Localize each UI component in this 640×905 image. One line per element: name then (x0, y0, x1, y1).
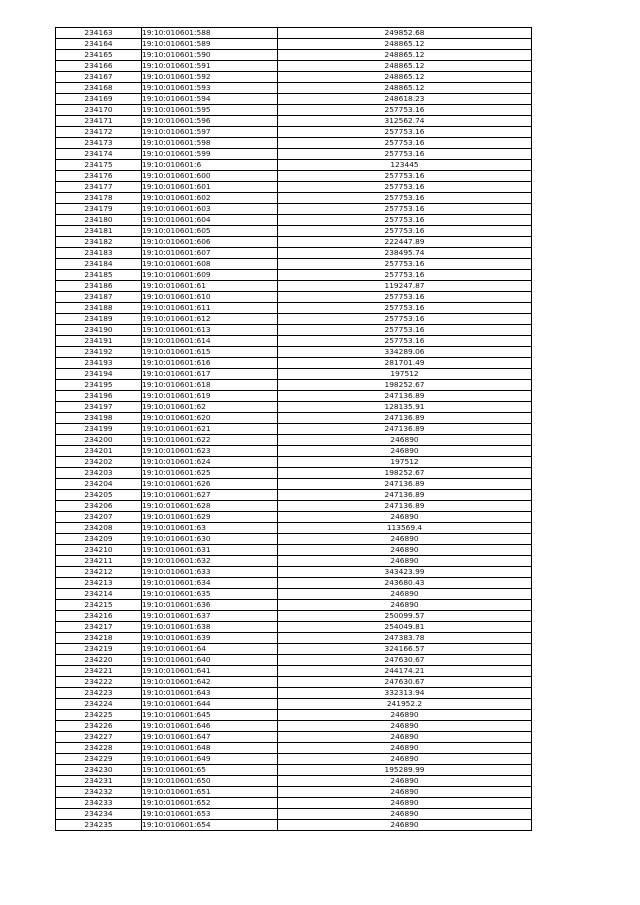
value-cell: 254049.81 (278, 622, 532, 633)
cadastral-number-cell: 19:10:010601:604 (142, 215, 278, 226)
cadastral-number-cell: 19:10:010601:632 (142, 556, 278, 567)
row-number-cell: 234221 (56, 666, 142, 677)
value-cell: 246890 (278, 732, 532, 743)
value-cell: 198252.67 (278, 380, 532, 391)
row-number-cell: 234235 (56, 820, 142, 831)
row-number-cell: 234234 (56, 809, 142, 820)
table-row (56, 325, 532, 336)
cadastral-number-cell: 19:10:010601:627 (142, 490, 278, 501)
value-cell: 241952.2 (278, 699, 532, 710)
row-number-cell: 234208 (56, 523, 142, 534)
value-cell: 246890 (278, 534, 532, 545)
value-cell: 257753.16 (278, 171, 532, 182)
table-row (56, 776, 532, 787)
cadastral-number-cell: 19:10:010601:648 (142, 743, 278, 754)
cadastral-value-table (55, 27, 532, 831)
table-row (56, 534, 532, 545)
cadastral-number-cell: 19:10:010601:636 (142, 600, 278, 611)
cadastral-number-cell: 19:10:010601:64 (142, 644, 278, 655)
value-cell: 247630.67 (278, 655, 532, 666)
table-row (56, 248, 532, 259)
value-cell: 247136.89 (278, 479, 532, 490)
cadastral-number-cell: 19:10:010601:622 (142, 435, 278, 446)
cadastral-number-cell: 19:10:010601:615 (142, 347, 278, 358)
cadastral-number-cell: 19:10:010601:596 (142, 116, 278, 127)
cadastral-number-cell: 19:10:010601:608 (142, 259, 278, 270)
row-number-cell: 234226 (56, 721, 142, 732)
table-row (56, 732, 532, 743)
value-cell: 343423.99 (278, 567, 532, 578)
value-cell: 334289.06 (278, 347, 532, 358)
value-cell: 248865.12 (278, 83, 532, 94)
table-row (56, 633, 532, 644)
table-row (56, 721, 532, 732)
table-row (56, 666, 532, 677)
row-number-cell: 234215 (56, 600, 142, 611)
table-row (56, 578, 532, 589)
row-number-cell: 234216 (56, 611, 142, 622)
value-cell: 257753.16 (278, 215, 532, 226)
row-number-cell: 234222 (56, 677, 142, 688)
row-number-cell: 234169 (56, 94, 142, 105)
cadastral-number-cell: 19:10:010601:620 (142, 413, 278, 424)
row-number-cell: 234217 (56, 622, 142, 633)
value-cell: 123445 (278, 160, 532, 171)
cadastral-number-cell: 19:10:010601:618 (142, 380, 278, 391)
cadastral-number-cell: 19:10:010601:638 (142, 622, 278, 633)
cadastral-number-cell: 19:10:010601:643 (142, 688, 278, 699)
cadastral-number-cell: 19:10:010601:641 (142, 666, 278, 677)
row-number-cell: 234213 (56, 578, 142, 589)
table-row (56, 556, 532, 567)
value-cell: 257753.16 (278, 182, 532, 193)
table-row (56, 105, 532, 116)
cadastral-number-cell: 19:10:010601:633 (142, 567, 278, 578)
cadastral-number-cell: 19:10:010601:628 (142, 501, 278, 512)
table-row (56, 281, 532, 292)
cadastral-number-cell: 19:10:010601:616 (142, 358, 278, 369)
table-row (56, 479, 532, 490)
cadastral-number-cell: 19:10:010601:592 (142, 72, 278, 83)
cadastral-number-cell: 19:10:010601:602 (142, 193, 278, 204)
value-cell: 246890 (278, 710, 532, 721)
table-row (56, 787, 532, 798)
row-number-cell: 234207 (56, 512, 142, 523)
cadastral-number-cell: 19:10:010601:591 (142, 61, 278, 72)
row-number-cell: 234209 (56, 534, 142, 545)
value-cell: 257753.16 (278, 292, 532, 303)
cadastral-number-cell: 19:10:010601:623 (142, 446, 278, 457)
table-row (56, 677, 532, 688)
row-number-cell: 234201 (56, 446, 142, 457)
table-row (56, 688, 532, 699)
row-number-cell: 234172 (56, 127, 142, 138)
value-cell: 248865.12 (278, 61, 532, 72)
row-number-cell: 234175 (56, 160, 142, 171)
cadastral-number-cell: 19:10:010601:597 (142, 127, 278, 138)
table-row (56, 391, 532, 402)
cadastral-number-cell: 19:10:010601:614 (142, 336, 278, 347)
cadastral-number-cell: 19:10:010601:605 (142, 226, 278, 237)
row-number-cell: 234191 (56, 336, 142, 347)
value-cell: 257753.16 (278, 204, 532, 215)
row-number-cell: 234203 (56, 468, 142, 479)
table-row (56, 644, 532, 655)
table-row (56, 226, 532, 237)
cadastral-number-cell: 19:10:010601:594 (142, 94, 278, 105)
table-row (56, 699, 532, 710)
row-number-cell: 234198 (56, 413, 142, 424)
row-number-cell: 234233 (56, 798, 142, 809)
table-row (56, 292, 532, 303)
cadastral-number-cell: 19:10:010601:610 (142, 292, 278, 303)
cadastral-number-cell: 19:10:010601:631 (142, 545, 278, 556)
table-row (56, 754, 532, 765)
row-number-cell: 234181 (56, 226, 142, 237)
row-number-cell: 234197 (56, 402, 142, 413)
row-number-cell: 234204 (56, 479, 142, 490)
cadastral-number-cell: 19:10:010601:598 (142, 138, 278, 149)
row-number-cell: 234196 (56, 391, 142, 402)
value-cell: 332313.94 (278, 688, 532, 699)
table-body (56, 28, 532, 831)
row-number-cell: 234230 (56, 765, 142, 776)
table-row (56, 50, 532, 61)
table-row (56, 72, 532, 83)
table-row (56, 655, 532, 666)
cadastral-number-cell: 19:10:010601:645 (142, 710, 278, 721)
value-cell: 246890 (278, 589, 532, 600)
row-number-cell: 234189 (56, 314, 142, 325)
table-row (56, 589, 532, 600)
table-row (56, 490, 532, 501)
row-number-cell: 234184 (56, 259, 142, 270)
table-row (56, 457, 532, 468)
cadastral-number-cell: 19:10:010601:595 (142, 105, 278, 116)
table-row (56, 545, 532, 556)
table-row (56, 303, 532, 314)
row-number-cell: 234173 (56, 138, 142, 149)
value-cell: 257753.16 (278, 149, 532, 160)
value-cell: 246890 (278, 446, 532, 457)
value-cell: 257753.16 (278, 193, 532, 204)
value-cell: 248865.12 (278, 39, 532, 50)
table-row (56, 468, 532, 479)
value-cell: 238495.74 (278, 248, 532, 259)
row-number-cell: 234168 (56, 83, 142, 94)
row-number-cell: 234167 (56, 72, 142, 83)
row-number-cell: 234176 (56, 171, 142, 182)
cadastral-number-cell: 19:10:010601:621 (142, 424, 278, 435)
table-row (56, 336, 532, 347)
cadastral-number-cell: 19:10:010601:613 (142, 325, 278, 336)
cadastral-number-cell: 19:10:010601:61 (142, 281, 278, 292)
cadastral-number-cell: 19:10:010601:589 (142, 39, 278, 50)
table-row (56, 369, 532, 380)
table-row (56, 39, 532, 50)
row-number-cell: 234199 (56, 424, 142, 435)
value-cell: 246890 (278, 743, 532, 754)
cadastral-number-cell: 19:10:010601:6 (142, 160, 278, 171)
row-number-cell: 234190 (56, 325, 142, 336)
table-row (56, 127, 532, 138)
cadastral-number-cell: 19:10:010601:63 (142, 523, 278, 534)
cadastral-number-cell: 19:10:010601:653 (142, 809, 278, 820)
value-cell: 246890 (278, 721, 532, 732)
row-number-cell: 234163 (56, 28, 142, 39)
value-cell: 281701.49 (278, 358, 532, 369)
row-number-cell: 234183 (56, 248, 142, 259)
row-number-cell: 234164 (56, 39, 142, 50)
table-row (56, 567, 532, 578)
cadastral-number-cell: 19:10:010601:593 (142, 83, 278, 94)
cadastral-number-cell: 19:10:010601:646 (142, 721, 278, 732)
row-number-cell: 234211 (56, 556, 142, 567)
cadastral-number-cell: 19:10:010601:630 (142, 534, 278, 545)
row-number-cell: 234192 (56, 347, 142, 358)
table-row (56, 193, 532, 204)
cadastral-number-cell: 19:10:010601:600 (142, 171, 278, 182)
table-row (56, 424, 532, 435)
row-number-cell: 234166 (56, 61, 142, 72)
cadastral-number-cell: 19:10:010601:634 (142, 578, 278, 589)
value-cell: 247136.89 (278, 501, 532, 512)
value-cell: 246890 (278, 809, 532, 820)
value-cell: 257753.16 (278, 259, 532, 270)
row-number-cell: 234187 (56, 292, 142, 303)
row-number-cell: 234165 (56, 50, 142, 61)
value-cell: 249852.68 (278, 28, 532, 39)
table-row (56, 138, 532, 149)
table-row (56, 171, 532, 182)
value-cell: 247136.89 (278, 490, 532, 501)
value-cell: 257753.16 (278, 105, 532, 116)
value-cell: 247630.67 (278, 677, 532, 688)
cadastral-number-cell: 19:10:010601:609 (142, 270, 278, 281)
table-row (56, 215, 532, 226)
value-cell: 195289.99 (278, 765, 532, 776)
cadastral-number-cell: 19:10:010601:625 (142, 468, 278, 479)
table-row (56, 710, 532, 721)
cadastral-number-cell: 19:10:010601:611 (142, 303, 278, 314)
table-row (56, 237, 532, 248)
value-cell: 247136.89 (278, 413, 532, 424)
table-row (56, 358, 532, 369)
value-cell: 257753.16 (278, 138, 532, 149)
value-cell: 246890 (278, 798, 532, 809)
row-number-cell: 234224 (56, 699, 142, 710)
value-cell: 119247.87 (278, 281, 532, 292)
value-cell: 248865.12 (278, 50, 532, 61)
row-number-cell: 234218 (56, 633, 142, 644)
cadastral-number-cell: 19:10:010601:651 (142, 787, 278, 798)
value-cell: 247136.89 (278, 391, 532, 402)
table-row (56, 94, 532, 105)
table-row (56, 611, 532, 622)
value-cell: 248865.12 (278, 72, 532, 83)
table-row (56, 413, 532, 424)
value-cell: 257753.16 (278, 314, 532, 325)
row-number-cell: 234185 (56, 270, 142, 281)
table-row (56, 501, 532, 512)
cadastral-number-cell: 19:10:010601:606 (142, 237, 278, 248)
value-cell: 246890 (278, 545, 532, 556)
table-row (56, 149, 532, 160)
cadastral-number-cell: 19:10:010601:617 (142, 369, 278, 380)
value-cell: 312562.74 (278, 116, 532, 127)
value-cell: 257753.16 (278, 127, 532, 138)
row-number-cell: 234223 (56, 688, 142, 699)
row-number-cell: 234177 (56, 182, 142, 193)
cadastral-number-cell: 19:10:010601:647 (142, 732, 278, 743)
row-number-cell: 234195 (56, 380, 142, 391)
value-cell: 248618.23 (278, 94, 532, 105)
row-number-cell: 234178 (56, 193, 142, 204)
row-number-cell: 234174 (56, 149, 142, 160)
cadastral-number-cell: 19:10:010601:601 (142, 182, 278, 193)
cadastral-number-cell: 19:10:010601:644 (142, 699, 278, 710)
value-cell: 257753.16 (278, 325, 532, 336)
value-cell: 246890 (278, 435, 532, 446)
cadastral-number-cell: 19:10:010601:640 (142, 655, 278, 666)
table-row (56, 743, 532, 754)
row-number-cell: 234186 (56, 281, 142, 292)
row-number-cell: 234193 (56, 358, 142, 369)
cadastral-number-cell: 19:10:010601:626 (142, 479, 278, 490)
table-row (56, 402, 532, 413)
cadastral-number-cell: 19:10:010601:650 (142, 776, 278, 787)
table-row (56, 182, 532, 193)
value-cell: 246890 (278, 787, 532, 798)
row-number-cell: 234210 (56, 545, 142, 556)
table-row (56, 809, 532, 820)
value-cell: 257753.16 (278, 226, 532, 237)
table-row (56, 523, 532, 534)
value-cell: 246890 (278, 556, 532, 567)
value-cell: 197512 (278, 369, 532, 380)
row-number-cell: 234227 (56, 732, 142, 743)
row-number-cell: 234194 (56, 369, 142, 380)
value-cell: 113569.4 (278, 523, 532, 534)
row-number-cell: 234219 (56, 644, 142, 655)
cadastral-number-cell: 19:10:010601:588 (142, 28, 278, 39)
row-number-cell: 234225 (56, 710, 142, 721)
cadastral-number-cell: 19:10:010601:62 (142, 402, 278, 413)
table-row (56, 798, 532, 809)
table-row (56, 270, 532, 281)
value-cell: 250099.57 (278, 611, 532, 622)
table-row (56, 160, 532, 171)
row-number-cell: 234200 (56, 435, 142, 446)
cadastral-number-cell: 19:10:010601:599 (142, 149, 278, 160)
value-cell: 246890 (278, 512, 532, 523)
value-cell: 257753.16 (278, 270, 532, 281)
value-cell: 246890 (278, 600, 532, 611)
cadastral-number-cell: 19:10:010601:639 (142, 633, 278, 644)
cadastral-number-cell: 19:10:010601:649 (142, 754, 278, 765)
table-row (56, 61, 532, 72)
cadastral-number-cell: 19:10:010601:642 (142, 677, 278, 688)
table-row (56, 259, 532, 270)
row-number-cell: 234232 (56, 787, 142, 798)
cadastral-number-cell: 19:10:010601:619 (142, 391, 278, 402)
row-number-cell: 234180 (56, 215, 142, 226)
cadastral-number-cell: 19:10:010601:603 (142, 204, 278, 215)
value-cell: 324166.57 (278, 644, 532, 655)
table-row (56, 435, 532, 446)
row-number-cell: 234171 (56, 116, 142, 127)
row-number-cell: 234188 (56, 303, 142, 314)
row-number-cell: 234214 (56, 589, 142, 600)
table-row (56, 116, 532, 127)
value-cell: 197512 (278, 457, 532, 468)
value-cell: 246890 (278, 820, 532, 831)
row-number-cell: 234229 (56, 754, 142, 765)
row-number-cell: 234205 (56, 490, 142, 501)
cadastral-number-cell: 19:10:010601:607 (142, 248, 278, 259)
table-row (56, 380, 532, 391)
value-cell: 257753.16 (278, 303, 532, 314)
value-cell: 128135.91 (278, 402, 532, 413)
cadastral-number-cell: 19:10:010601:624 (142, 457, 278, 468)
row-number-cell: 234228 (56, 743, 142, 754)
table-row (56, 512, 532, 523)
table-row (56, 204, 532, 215)
value-cell: 247136.89 (278, 424, 532, 435)
cadastral-number-cell: 19:10:010601:65 (142, 765, 278, 776)
row-number-cell: 234206 (56, 501, 142, 512)
cadastral-number-cell: 19:10:010601:635 (142, 589, 278, 600)
value-cell: 246890 (278, 754, 532, 765)
row-number-cell: 234231 (56, 776, 142, 787)
cadastral-number-cell: 19:10:010601:652 (142, 798, 278, 809)
row-number-cell: 234170 (56, 105, 142, 116)
table-row (56, 347, 532, 358)
row-number-cell: 234220 (56, 655, 142, 666)
value-cell: 247383.78 (278, 633, 532, 644)
cadastral-number-cell: 19:10:010601:590 (142, 50, 278, 61)
table-row (56, 28, 532, 39)
value-cell: 244174.21 (278, 666, 532, 677)
table-row (56, 765, 532, 776)
value-cell: 243680.43 (278, 578, 532, 589)
value-cell: 246890 (278, 776, 532, 787)
row-number-cell: 234182 (56, 237, 142, 248)
row-number-cell: 234212 (56, 567, 142, 578)
table-row (56, 600, 532, 611)
table-row (56, 446, 532, 457)
value-cell: 198252.67 (278, 468, 532, 479)
cadastral-number-cell: 19:10:010601:637 (142, 611, 278, 622)
cadastral-number-cell: 19:10:010601:612 (142, 314, 278, 325)
table-row (56, 820, 532, 831)
cadastral-number-cell: 19:10:010601:629 (142, 512, 278, 523)
table-row (56, 83, 532, 94)
row-number-cell: 234179 (56, 204, 142, 215)
value-cell: 222447.89 (278, 237, 532, 248)
table-row (56, 314, 532, 325)
cadastral-number-cell: 19:10:010601:654 (142, 820, 278, 831)
row-number-cell: 234202 (56, 457, 142, 468)
table-row (56, 622, 532, 633)
value-cell: 257753.16 (278, 336, 532, 347)
